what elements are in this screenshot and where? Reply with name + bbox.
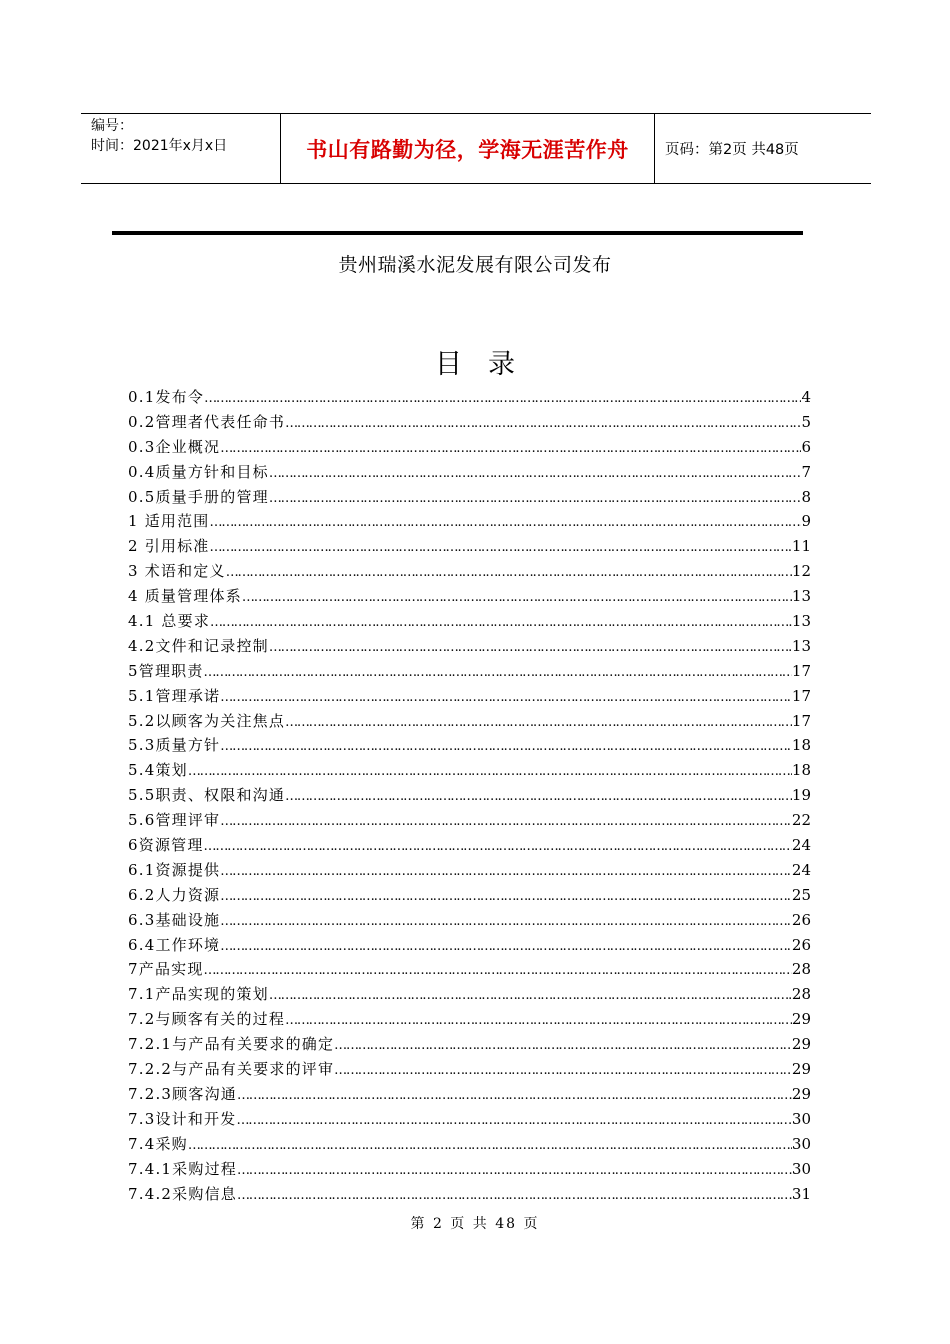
toc-entry-page: 28 [791, 985, 811, 1004]
toc-entry-label: 7.4采购 [128, 1134, 188, 1153]
time-label: 时间：2021年x月x日 [91, 138, 228, 154]
toc-entry-page: 26 [791, 935, 811, 954]
toc-dot-leader [334, 1038, 792, 1053]
toc-dot-leader [204, 665, 792, 680]
toc-entry-label: 0.5质量手册的管理 [128, 487, 269, 506]
toc-dot-leader [236, 1113, 791, 1128]
toc-entry-page: 26 [791, 910, 811, 929]
toc-entry[interactable] [128, 1083, 811, 1108]
toc-entry-page: 30 [791, 1109, 811, 1128]
toc-entry-label: 1 适用范围 [128, 512, 210, 531]
toc-entry-page: 29 [791, 1060, 811, 1079]
toc-entry[interactable] [128, 436, 811, 461]
toc-entry-page: 18 [791, 736, 811, 755]
toc-entry-page: 6 [801, 437, 811, 456]
toc-dot-leader [334, 1063, 792, 1078]
toc-entry-label: 6.4工作环境 [128, 935, 221, 954]
title-rule [112, 231, 803, 235]
toc-entry[interactable] [128, 1183, 811, 1208]
toc-entry[interactable] [128, 685, 811, 710]
toc-dot-leader [210, 615, 792, 630]
toc-entry[interactable] [128, 884, 811, 909]
header-table [81, 113, 871, 184]
toc-entry-label: 6资源管理 [128, 836, 204, 855]
toc-entry-page: 9 [801, 512, 811, 531]
toc-entry-label: 6.1资源提供 [128, 860, 221, 879]
toc-dot-leader [269, 988, 792, 1003]
toc-entry[interactable] [128, 560, 811, 585]
toc-entry[interactable] [128, 809, 811, 834]
toc-dot-leader [269, 640, 792, 655]
toc-entry-page: 30 [791, 1134, 811, 1153]
toc-title: 目录 [435, 349, 541, 380]
toc-dot-leader [204, 391, 801, 406]
toc-entry[interactable] [128, 635, 811, 660]
number-label: 编号： [91, 118, 133, 134]
toc-entry[interactable] [128, 461, 811, 486]
toc-entry-page: 7 [801, 462, 811, 481]
header-left-cell [81, 114, 281, 183]
toc-entry[interactable] [128, 784, 811, 809]
toc-entry-page: 13 [791, 612, 811, 631]
toc-dot-leader [285, 715, 792, 730]
toc-entry[interactable] [128, 486, 811, 511]
toc-dot-leader [285, 789, 792, 804]
toc-entry-label: 7.1产品实现的策划 [128, 985, 269, 1004]
toc-entry-page: 24 [791, 836, 811, 855]
toc-entry[interactable] [128, 859, 811, 884]
toc-entry-page: 17 [791, 686, 811, 705]
toc-entry-page: 25 [791, 885, 811, 904]
toc-entry[interactable] [128, 958, 811, 983]
page-footer: 第 2 页 共 48 页 [410, 1216, 540, 1232]
toc-dot-leader [237, 1088, 792, 1103]
toc-entry-label: 7.3设计和开发 [128, 1109, 237, 1128]
toc-entry-label: 6.2人力资源 [128, 885, 221, 904]
table-of-contents [128, 386, 811, 1207]
toc-entry-label: 7.2.3顾客沟通 [128, 1084, 237, 1103]
toc-dot-leader [220, 441, 801, 456]
toc-dot-leader [204, 963, 792, 978]
toc-entry[interactable] [128, 1008, 811, 1033]
publisher-line: 贵州瑞溪水泥发展有限公司发布 [338, 254, 612, 276]
toc-dot-leader [210, 540, 792, 555]
toc-entry-page: 8 [801, 487, 811, 506]
toc-entry[interactable] [128, 585, 811, 610]
toc-entry-page: 13 [791, 636, 811, 655]
toc-entry[interactable] [128, 1133, 811, 1158]
toc-entry-page: 29 [791, 1084, 811, 1103]
toc-entry[interactable] [128, 909, 811, 934]
motto: 书山有路勤为径，学海无涯苦作舟 [281, 114, 655, 183]
toc-entry[interactable] [128, 1033, 811, 1058]
toc-dot-leader [269, 466, 802, 481]
toc-entry[interactable] [128, 759, 811, 784]
toc-entry-label: 0.4质量方针和目标 [128, 462, 269, 481]
toc-entry-label: 6.3基础设施 [128, 910, 221, 929]
toc-entry-page: 28 [791, 960, 811, 979]
toc-entry-label: 7.2与顾客有关的过程 [128, 1010, 286, 1029]
toc-entry[interactable] [128, 834, 811, 859]
toc-dot-leader [237, 1163, 792, 1178]
toc-dot-leader [220, 739, 792, 754]
toc-entry-page: 24 [791, 860, 811, 879]
toc-entry-label: 5管理职责 [128, 661, 204, 680]
toc-entry-label: 4 质量管理体系 [128, 587, 242, 606]
toc-entry[interactable] [128, 710, 811, 735]
toc-entry[interactable] [128, 734, 811, 759]
toc-entry-page: 19 [791, 786, 811, 805]
toc-entry[interactable] [128, 510, 811, 535]
toc-entry-label: 0.3企业概况 [128, 437, 221, 456]
toc-entry-page: 29 [791, 1035, 811, 1054]
toc-entry[interactable] [128, 1158, 811, 1183]
toc-entry[interactable] [128, 386, 811, 411]
toc-entry-page: 4 [801, 388, 811, 406]
toc-entry-label: 2 引用标准 [128, 537, 210, 556]
toc-entry-label: 7.2.2与产品有关要求的评审 [128, 1060, 335, 1079]
toc-entry-label: 7.4.1采购过程 [128, 1159, 237, 1178]
toc-entry[interactable] [128, 535, 811, 560]
toc-entry-label: 7产品实现 [128, 960, 204, 979]
toc-entry-page: 29 [791, 1010, 811, 1029]
toc-entry[interactable] [128, 610, 811, 635]
toc-entry-label: 3 术语和定义 [128, 562, 226, 581]
toc-entry-label: 4.2文件和记录控制 [128, 636, 269, 655]
toc-entry-label: 0.1发布令 [128, 388, 205, 406]
toc-entry-label: 0.2管理者代表任命书 [128, 412, 286, 431]
toc-dot-leader [237, 1188, 792, 1203]
toc-dot-leader [220, 814, 792, 829]
toc-entry-page: 31 [791, 1184, 811, 1203]
toc-dot-leader [210, 515, 802, 530]
toc-entry-label: 5.5职责、权限和沟通 [128, 786, 286, 805]
toc-dot-leader [188, 1138, 792, 1153]
toc-entry[interactable] [128, 660, 811, 685]
toc-dot-leader [204, 839, 792, 854]
toc-entry-label: 5.4策划 [128, 761, 188, 780]
toc-entry-label: 5.2以顾客为关注焦点 [128, 711, 286, 730]
toc-entry[interactable] [128, 1058, 811, 1083]
toc-dot-leader [285, 416, 801, 431]
toc-dot-leader [242, 590, 792, 605]
toc-dot-leader [226, 565, 792, 580]
toc-dot-leader [188, 764, 792, 779]
page-info: 页码：第2页 共48页 [665, 142, 799, 158]
toc-entry-page: 5 [801, 412, 811, 431]
toc-entry-page: 11 [791, 537, 811, 556]
toc-entry[interactable] [128, 983, 811, 1008]
toc-entry-label: 5.6管理评审 [128, 811, 221, 830]
toc-entry-page: 18 [791, 761, 811, 780]
toc-entry-label: 7.2.1与产品有关要求的确定 [128, 1035, 335, 1054]
toc-entry-label: 5.3质量方针 [128, 736, 221, 755]
toc-entry-page: 17 [791, 661, 811, 680]
toc-entry-page: 17 [791, 711, 811, 730]
toc-entry-label: 5.1管理承诺 [128, 686, 221, 705]
toc-entry-page: 13 [791, 587, 811, 606]
toc-entry-label: 4.1 总要求 [128, 612, 211, 631]
toc-entry[interactable] [128, 1108, 811, 1133]
toc-dot-leader [285, 1013, 792, 1028]
toc-dot-leader [220, 939, 792, 954]
toc-entry[interactable] [128, 934, 811, 959]
toc-entry-label: 7.4.2采购信息 [128, 1184, 237, 1203]
toc-entry-page: 30 [791, 1159, 811, 1178]
toc-entry-page: 22 [791, 811, 811, 830]
toc-dot-leader [220, 864, 792, 879]
toc-dot-leader [220, 914, 792, 929]
toc-entry[interactable] [128, 411, 811, 436]
toc-entry-page: 12 [791, 562, 811, 581]
toc-dot-leader [220, 690, 792, 705]
toc-dot-leader [220, 889, 792, 904]
toc-dot-leader [269, 491, 802, 506]
